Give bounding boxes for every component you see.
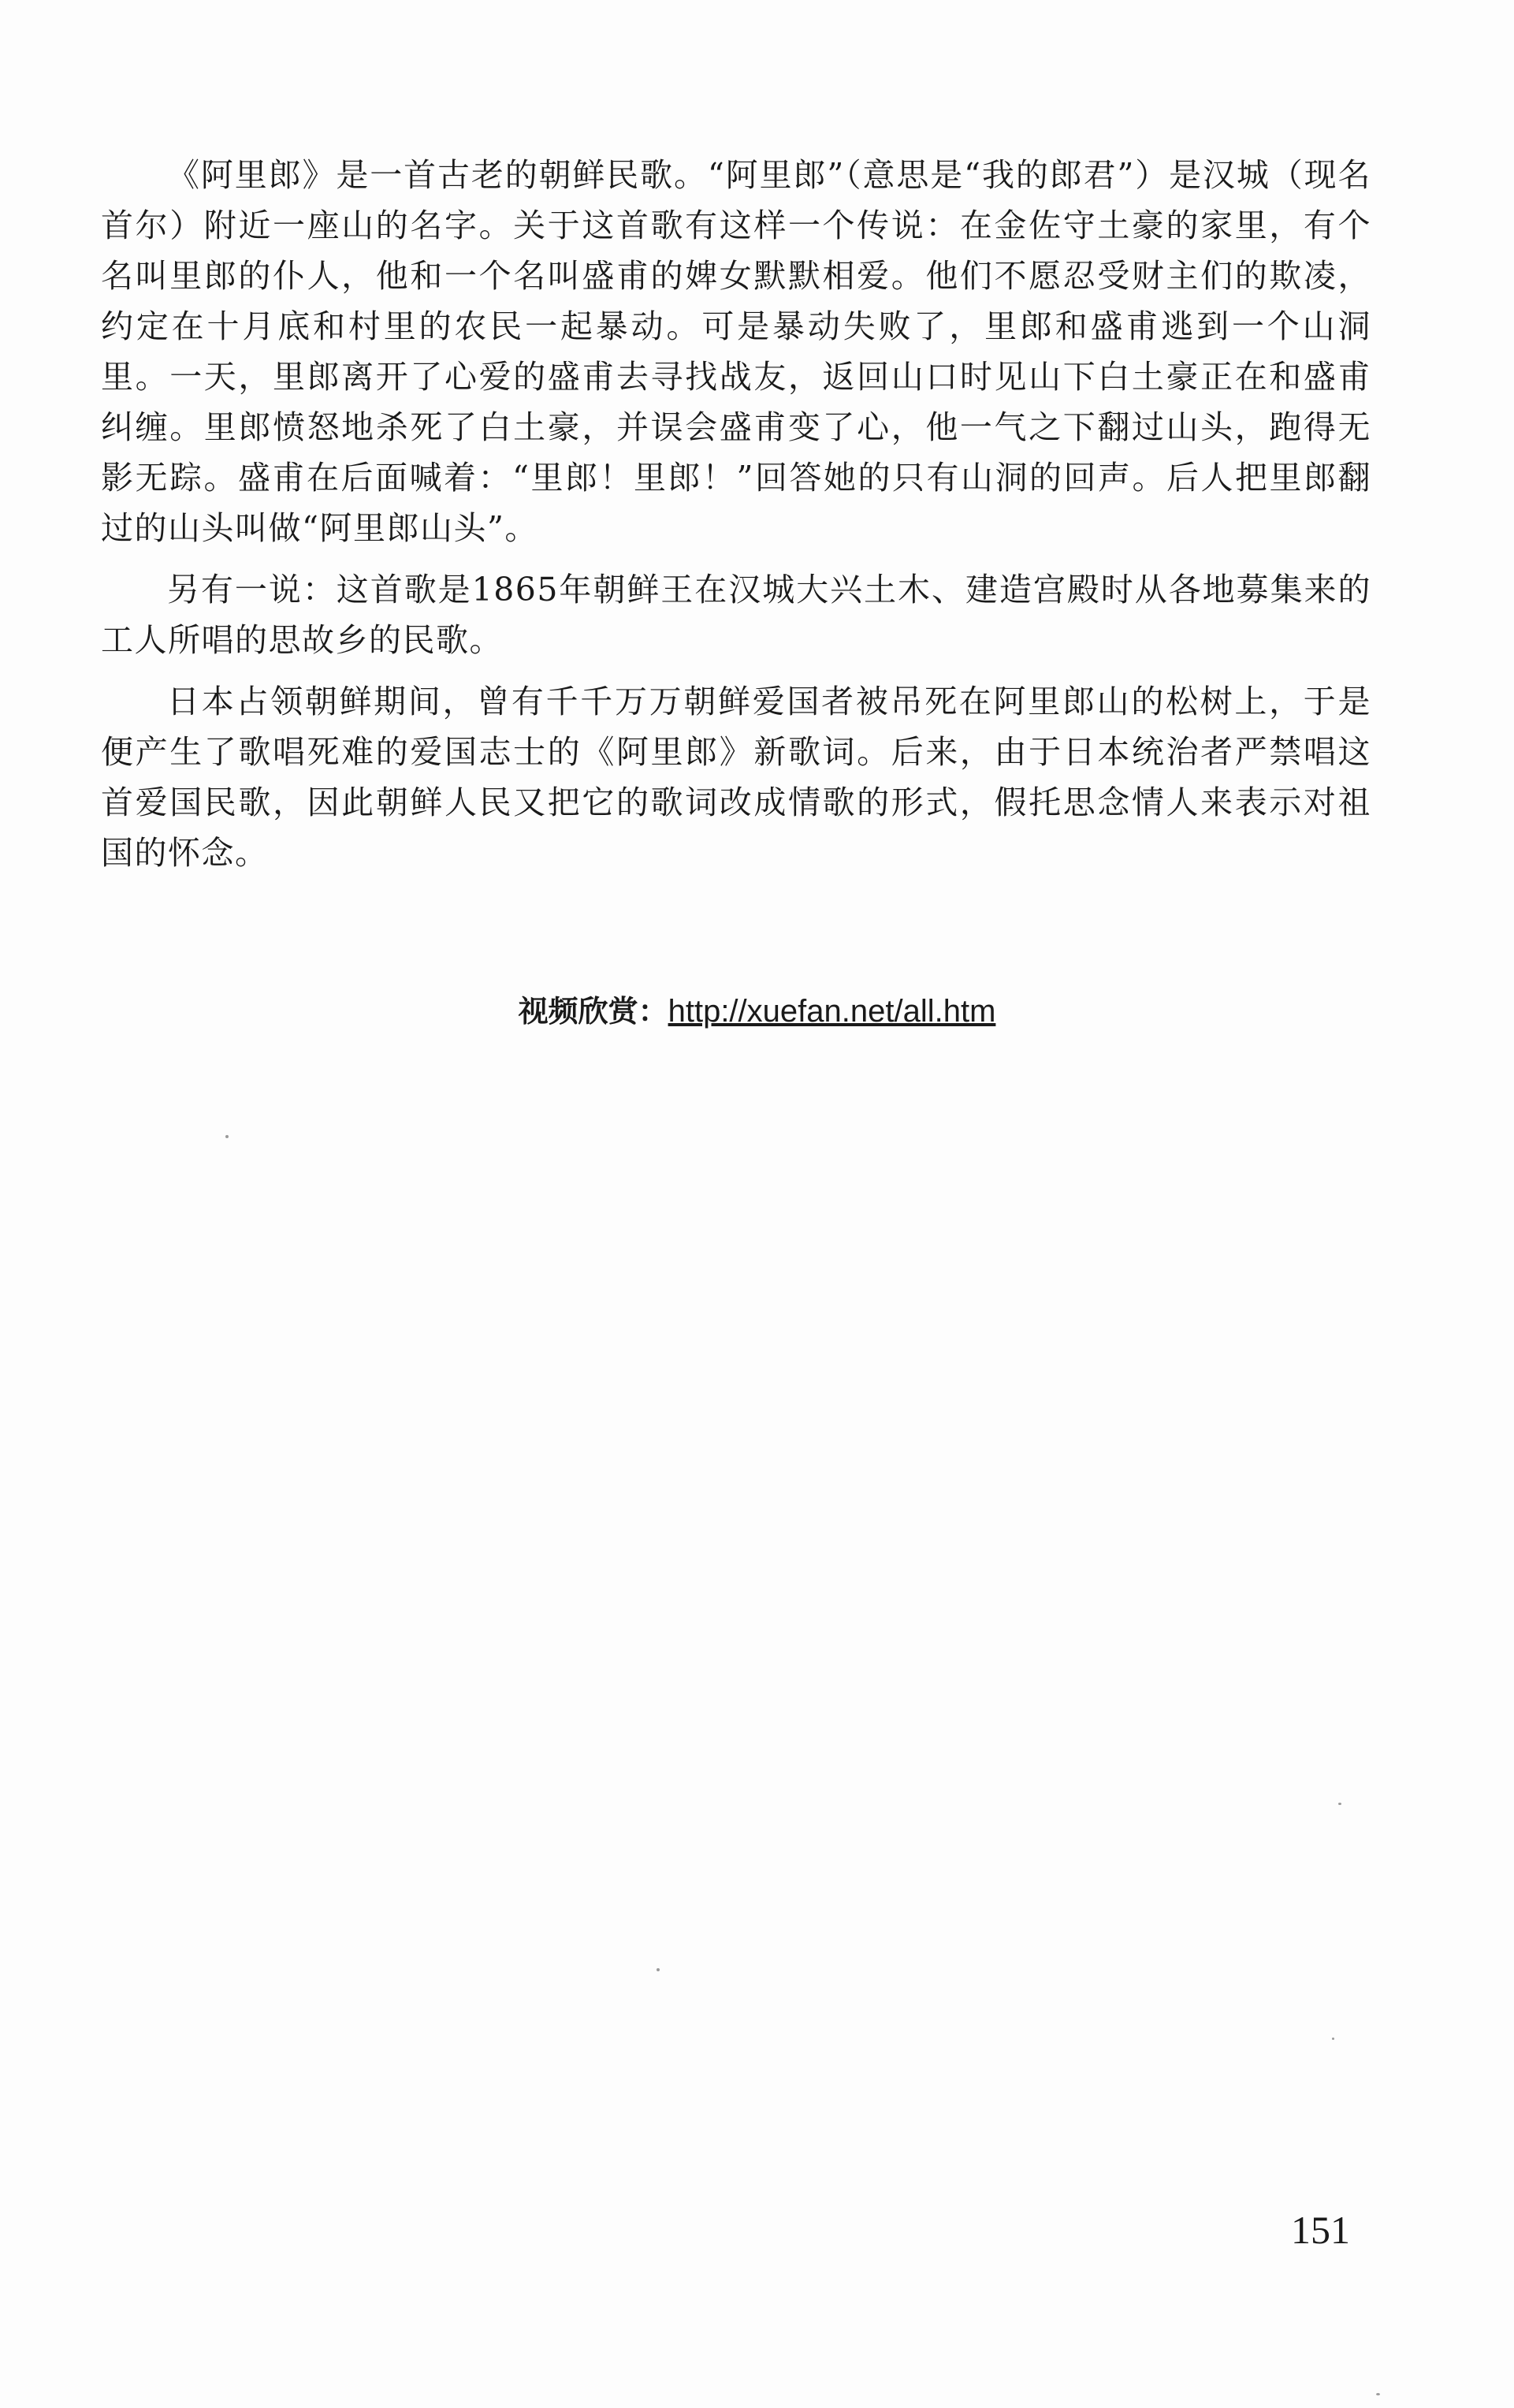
paragraph-alternate-origin: 另有一说：这首歌是1865年朝鲜王在汉城大兴土木、建造宫殿时从各地募集来的工人所唱的思故乡的民歌。 <box>101 571 1371 659</box>
scan-speck <box>1376 2393 1380 2395</box>
scan-speck <box>1338 1803 1341 1805</box>
scan-speck <box>1332 2038 1334 2040</box>
video-appreciation-line <box>0 989 1514 1033</box>
video-link[interactable]: http://xuefan.net/all.htm <box>668 994 996 1029</box>
article-body <box>101 150 1371 889</box>
video-label: 视频欣赏： <box>518 994 668 1029</box>
paragraph-legend: 《阿里郎》是一首古老的朝鲜民歌。“阿里郎”（意思是“我的郎君”）是汉城（现名首尔）附近一座山的名字。关于这首歌有这样一个传说：在金佐守土豪的家里，有个名叫里郎的仆人，他和一个名叫盛甫的婢女默默相爱。他们不愿忍受财主们的欺凌，约定在十月底和村里的农民一起暴动。可是暴动失败了，里郎和盛甫逃到一个山洞里。一天，里郎离开了心爱的盛甫去寻找战友，返回山口时见山下白土豪正在和盛甫纠缠。里郎愤怒地杀死了白土豪，并误会盛甫变了心，他一气之下翻过山头，跑得无影无踪。盛甫在后面喊着：“里郎！里郎！”回答她的只有山洞的回声。后人把里郎翻过的山头叫做“阿里郎山头”。 <box>101 156 1371 547</box>
scan-speck <box>657 1968 660 1971</box>
page-number: 151 <box>1291 2208 1350 2252</box>
scan-speck <box>225 1135 229 1138</box>
paragraph-occupation: 日本占领朝鲜期间，曾有千千万万朝鲜爱国者被吊死在阿里郎山的松树上，于是便产生了歌唱死难的爱国志士的《阿里郎》新歌词。后来，由于日本统治者严禁唱这首爱国民歌，因此朝鲜人民又把它的歌词改成情歌的形式，假托思念情人来表示对祖国的怀念。 <box>101 683 1371 872</box>
